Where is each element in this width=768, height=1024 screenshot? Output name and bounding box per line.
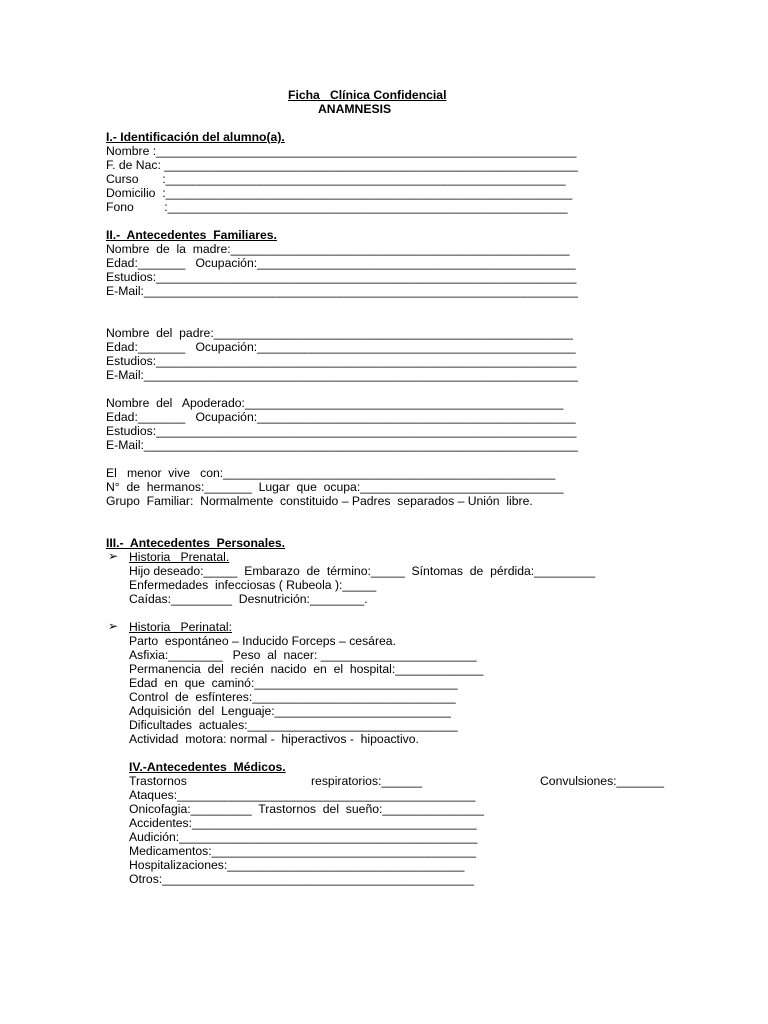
field-domicilio[interactable]: Domicilio :____________________________________________________________ <box>106 186 573 200</box>
field-nombre-madre[interactable]: Nombre de la madre:__________________________________________________ <box>106 242 570 256</box>
field-hermanos[interactable]: N° de hermanos:_______ Lugar que ocupa:______________________________ <box>106 480 564 494</box>
field-madre-edad-ocupacion[interactable]: Edad:_______ Ocupación:_______________________________________________ <box>106 256 576 270</box>
field-onicofagia-sueno[interactable]: Onicofagia:_________ Trastornos del sueño:_______________ <box>129 802 485 816</box>
arrow-bullet-icon: ➢ <box>108 549 119 563</box>
field-control-esfinteres[interactable]: Control de esfínteres:______________________________ <box>129 690 456 704</box>
field-menor-vive-con[interactable]: El menor vive con:_________________________________________________ <box>106 466 556 480</box>
field-dificultades-actuales[interactable]: Dificultades actuales:_______________________________ <box>129 718 458 732</box>
field-convulsiones[interactable]: Convulsiones:_______ <box>540 774 664 788</box>
field-nombre-apoderado[interactable]: Nombre del Apoderado:_______________________________________________ <box>106 396 564 410</box>
field-apoderado-edad-ocupacion[interactable]: Edad:_______ Ocupación:_______________________________________________ <box>106 410 576 424</box>
grupo-familiar-options[interactable]: Grupo Familiar: Normalmente constituido – Padres separados – Unión libre. <box>106 494 533 508</box>
form-title: Ficha Clínica Confidencial <box>288 88 447 102</box>
field-fecha-nacimiento[interactable]: F. de Nac: _____________________________________________________________ <box>106 158 578 172</box>
field-madre-estudios[interactable]: Estudios:______________________________________________________________ <box>106 270 577 284</box>
field-ataques[interactable]: Ataques:____________________________________________ <box>129 788 476 802</box>
field-fono[interactable]: Fono :___________________________________________________________ <box>106 200 568 214</box>
section-3-heading: III.- Antecedentes Personales. <box>106 536 286 550</box>
perinatal-title: Historia Perinatal: <box>129 620 232 634</box>
prenatal-title: Historia Prenatal. <box>129 550 230 564</box>
field-permanencia-hospital[interactable]: Permanencia del recién nacido en el hospital:_____________ <box>129 662 484 676</box>
actividad-motora-options[interactable]: Actividad motora: normal - hiperactivos - hipoactivo. <box>129 732 419 746</box>
field-edad-camino[interactable]: Edad en que caminó:______________________________ <box>129 676 458 690</box>
field-audicion[interactable]: Audición:____________________________________________ <box>129 830 478 844</box>
field-hospitalizaciones[interactable]: Hospitalizaciones:___________________________________ <box>129 858 465 872</box>
field-padre-edad-ocupacion[interactable]: Edad:_______ Ocupación:_______________________________________________ <box>106 340 576 354</box>
field-prenatal-1[interactable]: Hijo deseado:_____ Embarazo de término:_____ Síntomas de pérdida:_________ <box>129 564 596 578</box>
field-apoderado-email[interactable]: E-Mail:________________________________________________________________ <box>106 438 578 452</box>
section-2-heading: II.- Antecedentes Familiares. <box>106 228 277 242</box>
field-asfixia-peso[interactable]: Asfixia:________ Peso al nacer: _______________________ <box>129 648 477 662</box>
section-4-heading: IV.-Antecedentes Médicos. <box>129 760 286 774</box>
field-nombre-padre[interactable]: Nombre del padre:_____________________________________________________ <box>106 326 573 340</box>
field-medicamentos[interactable]: Medicamentos:_______________________________________ <box>129 844 476 858</box>
field-nombre[interactable]: Nombre :______________________________________________________________ <box>106 144 577 158</box>
field-prenatal-2[interactable]: Enfermedades infecciosas ( Rubeola ):_____ <box>129 578 377 592</box>
field-adquisicion-lenguaje[interactable]: Adquisición del Lenguaje:__________________________ <box>129 704 451 718</box>
arrow-bullet-icon: ➢ <box>108 619 119 633</box>
field-respiratorios[interactable]: respiratorios:______ <box>311 774 423 788</box>
field-madre-email[interactable]: E-Mail:________________________________________________________________ <box>106 284 578 298</box>
field-prenatal-3[interactable]: Caídas:_________ Desnutrición:________. <box>129 592 368 606</box>
form-subtitle: ANAMNESIS <box>318 102 392 116</box>
field-padre-email[interactable]: E-Mail:________________________________________________________________ <box>106 368 578 382</box>
trastornos-label: Trastornos <box>129 774 187 788</box>
field-accidentes[interactable]: Accidentes:__________________________________________ <box>129 816 477 830</box>
field-apoderado-estudios[interactable]: Estudios:______________________________________________________________ <box>106 424 577 438</box>
perinatal-parto[interactable]: Parto espontáneo – Inducido Forceps – cesárea. <box>129 634 396 648</box>
field-curso[interactable]: Curso :___________________________________________________________ <box>106 172 566 186</box>
section-1-heading: I.- Identificación del alumno(a). <box>106 130 285 144</box>
field-otros[interactable]: Otros:______________________________________________ <box>129 872 474 886</box>
field-padre-estudios[interactable]: Estudios:______________________________________________________________ <box>106 354 577 368</box>
